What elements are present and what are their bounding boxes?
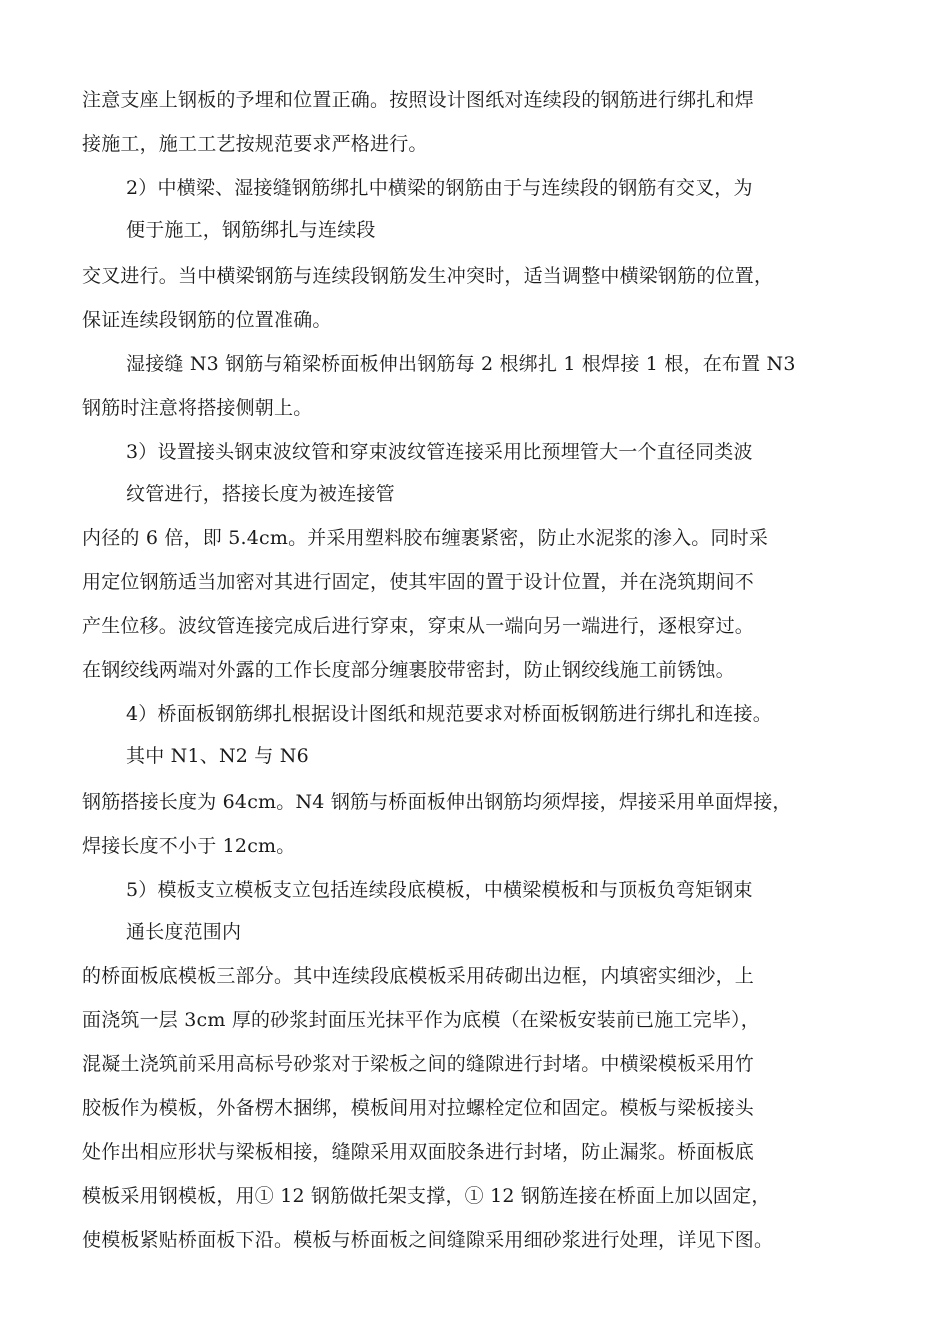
text-line-25: 处作出相应形状与梁板相接，缝隙采用双面胶条进行封堵，防止漏浆。桥面板底 (82, 1141, 755, 1163)
text-line-20: 通长度范围内 (126, 921, 242, 943)
text-line-11: 内径的 6 倍，即 5.4cm。并采用塑料胶布缠裹紧密，防止水泥浆的渗入。同时采 (82, 527, 769, 549)
text-line-3: 2）中横梁、湿接缝钢筋绑扎中横梁的钢筋由于与连续段的钢筋有交叉，为 (126, 177, 753, 199)
text-line-2: 接施工，施工工艺按规范要求严格进行。 (82, 133, 428, 155)
text-line-21: 的桥面板底模板三部分。其中连续段底模板采用砖砌出边框，内填密实细沙，上 (82, 965, 755, 987)
text-line-27: 使模板紧贴桥面板下沿。模板与桥面板之间缝隙采用细砂浆进行处理，详见下图。 (82, 1229, 774, 1251)
text-line-23: 混凝土浇筑前采用高标号砂浆对于梁板之间的缝隙进行封堵。中横梁模板采用竹 (82, 1053, 755, 1075)
text-line-26: 模板采用钢模板，用① 12 钢筋做托架支撑，① 12 钢筋连接在桥面上加以固定， (82, 1185, 771, 1207)
text-line-1: 注意支座上钢板的予埋和位置正确。按照设计图纸对连续段的钢筋进行绑扎和焊 (82, 89, 755, 111)
text-line-8: 钢筋时注意将搭接侧朝上。 (82, 397, 313, 419)
text-line-9: 3）设置接头钢束波纹管和穿束波纹管连接采用比预埋管大一个直径同类波 (126, 441, 753, 463)
text-line-22: 面浇筑一层 3cm 厚的砂浆封面压光抹平作为底模（在梁板安装前已施工完毕）， (82, 1009, 760, 1031)
text-line-4: 便于施工，钢筋绑扎与连续段 (126, 219, 376, 241)
text-line-14: 在钢绞线两端对外露的工作长度部分缠裹胶带密封，防止钢绞线施工前锈蚀。 (82, 659, 735, 681)
text-line-24: 胶板作为模板，外备楞木捆绑，模板间用对拉螺栓定位和固定。模板与梁板接头 (82, 1097, 755, 1119)
text-line-7: 湿接缝 N3 钢筋与箱梁桥面板伸出钢筋每 2 根绑扎 1 根焊接 1 根，在布置 N3 (126, 353, 796, 375)
text-line-19: 5）模板支立模板支立包括连续段底模板，中横梁模板和与顶板负弯矩钢束 (126, 879, 753, 901)
text-line-13: 产生位移。波纹管连接完成后进行穿束，穿束从一端向另一端进行，逐根穿过。 (82, 615, 755, 637)
text-line-5: 交叉进行。当中横梁钢筋与连续段钢筋发生冲突时，适当调整中横梁钢筋的位置， (82, 265, 774, 287)
text-line-12: 用定位钢筋适当加密对其进行固定，使其牢固的置于设计位置，并在浇筑期间不 (82, 571, 755, 593)
text-line-17: 钢筋搭接长度为 64cm。N4 钢筋与桥面板伸出钢筋均须焊接，焊接采用单面焊接， (82, 791, 792, 813)
text-line-6: 保证连续段钢筋的位置准确。 (82, 309, 332, 331)
text-line-18: 焊接长度不小于 12cm。 (82, 835, 296, 857)
text-line-15: 4）桥面板钢筋绑扎根据设计图纸和规范要求对桥面板钢筋进行绑扎和连接。 (126, 703, 772, 725)
text-line-10: 纹管进行，搭接长度为被连接管 (126, 483, 395, 505)
text-line-16: 其中 N1、N2 与 N6 (126, 745, 309, 767)
